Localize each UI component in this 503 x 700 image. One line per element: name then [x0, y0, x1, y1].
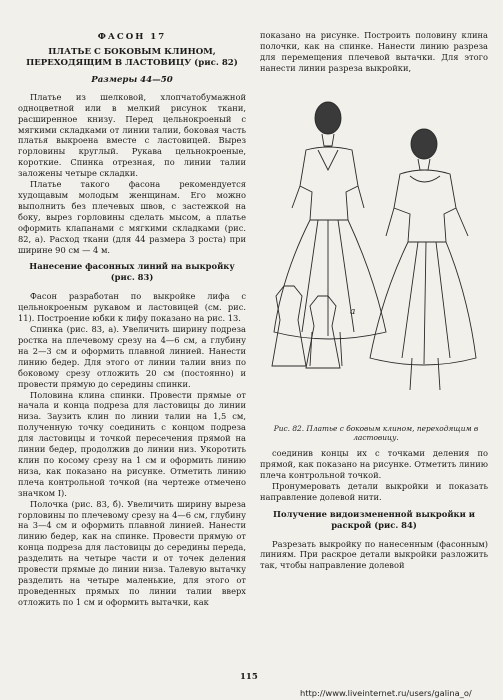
paragraph-join-points: соединив концы их с точками деления по прямой, как показано на рисунке. Отметить линию плеча контрольной точкой. — [260, 448, 488, 480]
style-number: ФАСОН 17 — [97, 32, 167, 42]
paragraph-recommendation: Платье такого фасона рекомендуется худощавым молодым женщинам. Его можно выполнить без плечевых швов, с застежкой на боку, вырез горловины сделать мысом, а платье оформить клапанами с мягкими складками (рис. 82, а). Расход ткани (для 44 размера 3 роста) при ширине 90 см — 4 м. — [18, 179, 246, 255]
paragraph-description: Платье из шелковой, хлопчатобумажной одноцветной или в мелкий рисунок ткани, расширенное книзу. Перед цельнокроеный с мягкими складками от линии талии, боковая часть платья выкроена вместе с ластовицей. Вырез горловины круглый. Рукава цельнокроеные, короткие. Спинка отрезная, по линии талии заложены четыре складки. — [18, 91, 246, 179]
paragraph-back-gusset: Половина клина спинки. Провести прямые от начала и конца подреза для ластовицы до линии низа. Заузить клин по линии талии на 1,5 см, полученную точку соединить с концом подреза для ластовицы и точкой пересечения прямой на линии бедер, продолжив до линии низ. Укоротить клин по косому срезу на 1 см и оформить линию низа, как показано на рисунке. Отметить линию плеча контрольной точкой (на чертеже отмечено значком I). — [18, 389, 246, 498]
paragraph-back: Спинка (рис. 83, а). Увеличить ширину подреза ростка на плечевому срезу на 4—6 см, а глубину на 2—3 см и оформить плавной линией. Нанести линию бедер. Для этого от линии талии вниз по боковому срезу отложить 20 см (постоянно) и провести прямую до середины спинки. — [18, 324, 246, 389]
fashion-sketch-image — [262, 96, 488, 396]
figure-caption: Рис. 82. Платье с боковым клином, переходящим в ластовицу. — [273, 424, 479, 443]
page-number: 115 — [240, 672, 258, 682]
subheading-pattern-lines: Нанесение фасонных линий на выкройку (рис. 83) — [29, 261, 235, 283]
paragraph-cutting: Разрезать выкройку по нанесенным (фасонным) линиям. При раскрое детали выкройки разложить так, чтобы направление долевой — [260, 538, 488, 571]
right-column-top — [260, 30, 488, 74]
section-title: ПЛАТЬЕ С БОКОВЫМ КЛИНОМ, ПЕРЕХОДЯЩИМ В ЛАСТОВИЦУ (рис. 82) — [26, 46, 238, 68]
sizes-line: Размеры 44—50 — [91, 74, 173, 85]
paragraph-continued: показано на рисунке. Построить половину клина полочки, как на спинке. Нанести линию разреза для перемещения плечевой вытачки. Для этого нанести линии разреза выкройки, — [260, 30, 488, 73]
right-column-bottom — [260, 448, 488, 571]
paragraph-pattern-basis: Фасон разработан по выкройке лифа с цельнокроеным рукавом и ластовицей (см. рис. 11). Построение юбки к лифу показано на рис. 13. — [18, 291, 246, 324]
paragraph-front: Полочка (рис. 83, б). Увеличить ширину выреза горловины по плечевому срезу на 4—6 см, глубину на 3—4 см и оформить плавной линией. Нанести линию бедер, как на спинке. Провести прямую от конца подреза для ластовицы до середины переда, разделить на четыре части и от точек деления провести прямые до линии низа. Талевую вытачку разделить на четыре маленькие, для этого от проведенных прямых по линии талии вверх отложить по 1 см и оформить вытачки, как — [18, 498, 246, 607]
paragraph-numbering: Пронумеровать детали выкройки и показать направление долевой нити. — [260, 480, 488, 502]
left-column — [18, 30, 246, 608]
figure-label-a: а — [350, 307, 356, 317]
dress-illustration — [262, 96, 488, 422]
source-url[interactable]: http://www.liveinternet.ru/users/galina_o/ — [300, 688, 472, 698]
subheading-modified-pattern: Получение видоизмененной выкройки и раскрой (рис. 84) — [273, 508, 475, 530]
